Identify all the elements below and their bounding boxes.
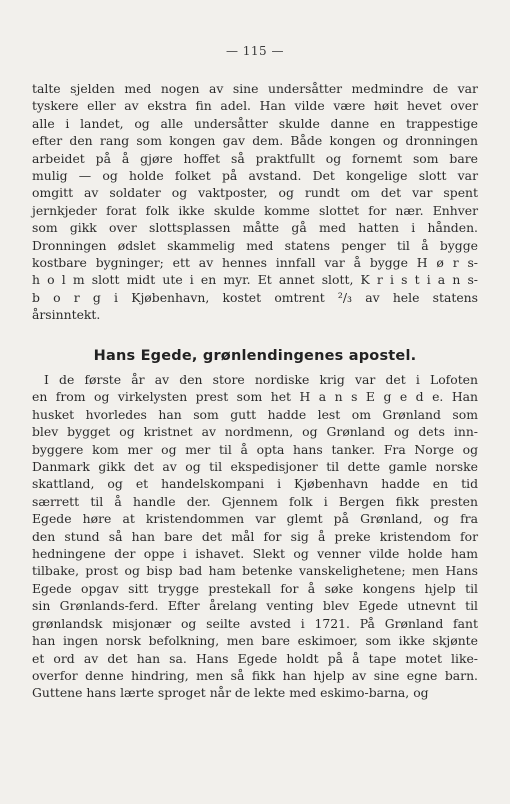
text-line: alle i landet, og alle undersåtter skulde danne en trappestige	[32, 115, 478, 131]
page-number: — 115 —	[225, 44, 285, 58]
text-line: mulig — og holde folket på avstand. Det kongelige slott var	[32, 168, 478, 184]
text-line: en from og virkelysten prest som het H a n s E g e d e. Han	[32, 389, 478, 405]
text-line: et ord av det han sa. Hans Egede holdt på å tape motet like-	[32, 650, 478, 666]
text-line: tilbake, prost og bisp bad ham betenke vanskelighetene; men Hans	[32, 563, 478, 579]
text-line: efter den rang som kongen gav dem. Både kongen og dronningen	[32, 133, 478, 149]
text-line: sin Grønlands-ferd. Efter årelang venting blev Egede utnevnt til	[32, 598, 478, 614]
text-line: I de første år av den store nordiske krig var det i Lofoten	[44, 372, 478, 387]
text-line: den stund så han bare det mål for sig å preke kristendom for	[32, 528, 478, 544]
text-line: jernkjeder forat folk ikke skulde komme slottet for nær. Enhver	[32, 202, 478, 218]
paragraph-2	[32, 371, 478, 702]
text-line: talte sjelden med nogen av sine undersåtter medmindre de var	[32, 81, 478, 96]
text-line: omgitt av soldater og vaktposter, og rundt om det var spent	[32, 185, 478, 201]
text-line: husket hvorledes han som gutt hadde lest om Grønland som	[32, 406, 478, 422]
text-line: han ingen norsk befolkning, men bare eskimoer, som ikke skjønte	[32, 633, 478, 649]
text-line: arbeidet på å gjøre hoffet så praktfullt og fornemt som bare	[32, 150, 478, 166]
text-line: som gikk over slottsplassen måtte gå med hatten i hånden.	[32, 220, 478, 236]
text-line: Egede høre at kristendommen var glemt på Grønland, og fra	[32, 511, 478, 527]
text-line: skattland, og et handelskompani i Kjøbenhavn hadde en tid	[32, 476, 478, 492]
text-line: grønlandsk misjonær og seilte avsted i 1721. På Grønland fant	[32, 615, 478, 631]
text-line: årsinntekt.	[32, 307, 101, 323]
text-line: tyskere eller av ekstra fin adel. Han vilde være høit hevet over	[32, 98, 478, 114]
text-line: blev bygget og kristnet av nordmenn, og Grønland og dets inn-	[32, 424, 478, 440]
text-line: særrett til å handle der. Gjennem folk i Bergen fikk presten	[32, 493, 478, 509]
paragraph-1	[32, 80, 478, 324]
section-heading: Hans Egede, grønlendingenes apostel.	[93, 348, 417, 364]
text-line: overfor denne hindring, men så fikk han hjelp av sine egne barn.	[32, 667, 478, 683]
text-line: b o r g i Kjøbenhavn, kostet omtrent ²/₃ av hele statens	[32, 289, 478, 305]
text-line: Danmark gikk det av og til ekspedisjoner til dette gamle norske	[32, 459, 478, 475]
text-line: byggere kom mer og mer til å opta hans tanker. Fra Norge og	[32, 441, 478, 457]
text-line: h o l m slott midt ute i en myr. Et annet slott, K r i s t i a n s-	[32, 272, 478, 288]
text-line: kostbare bygninger; ett av hennes innfall var å bygge H ø r s-	[32, 255, 478, 271]
text-line: Guttene hans lærte sproget når de lekte med eskimo-barna, og	[32, 685, 429, 701]
text-line: Dronningen ødslet skammelig med statens penger til å bygge	[32, 237, 478, 253]
text-line: hedningene der oppe i ishavet. Slekt og venner vilde holde ham	[32, 546, 478, 562]
text-line: Egede opgav sitt trygge prestekall for å søke kongens hjelp til	[32, 580, 478, 596]
